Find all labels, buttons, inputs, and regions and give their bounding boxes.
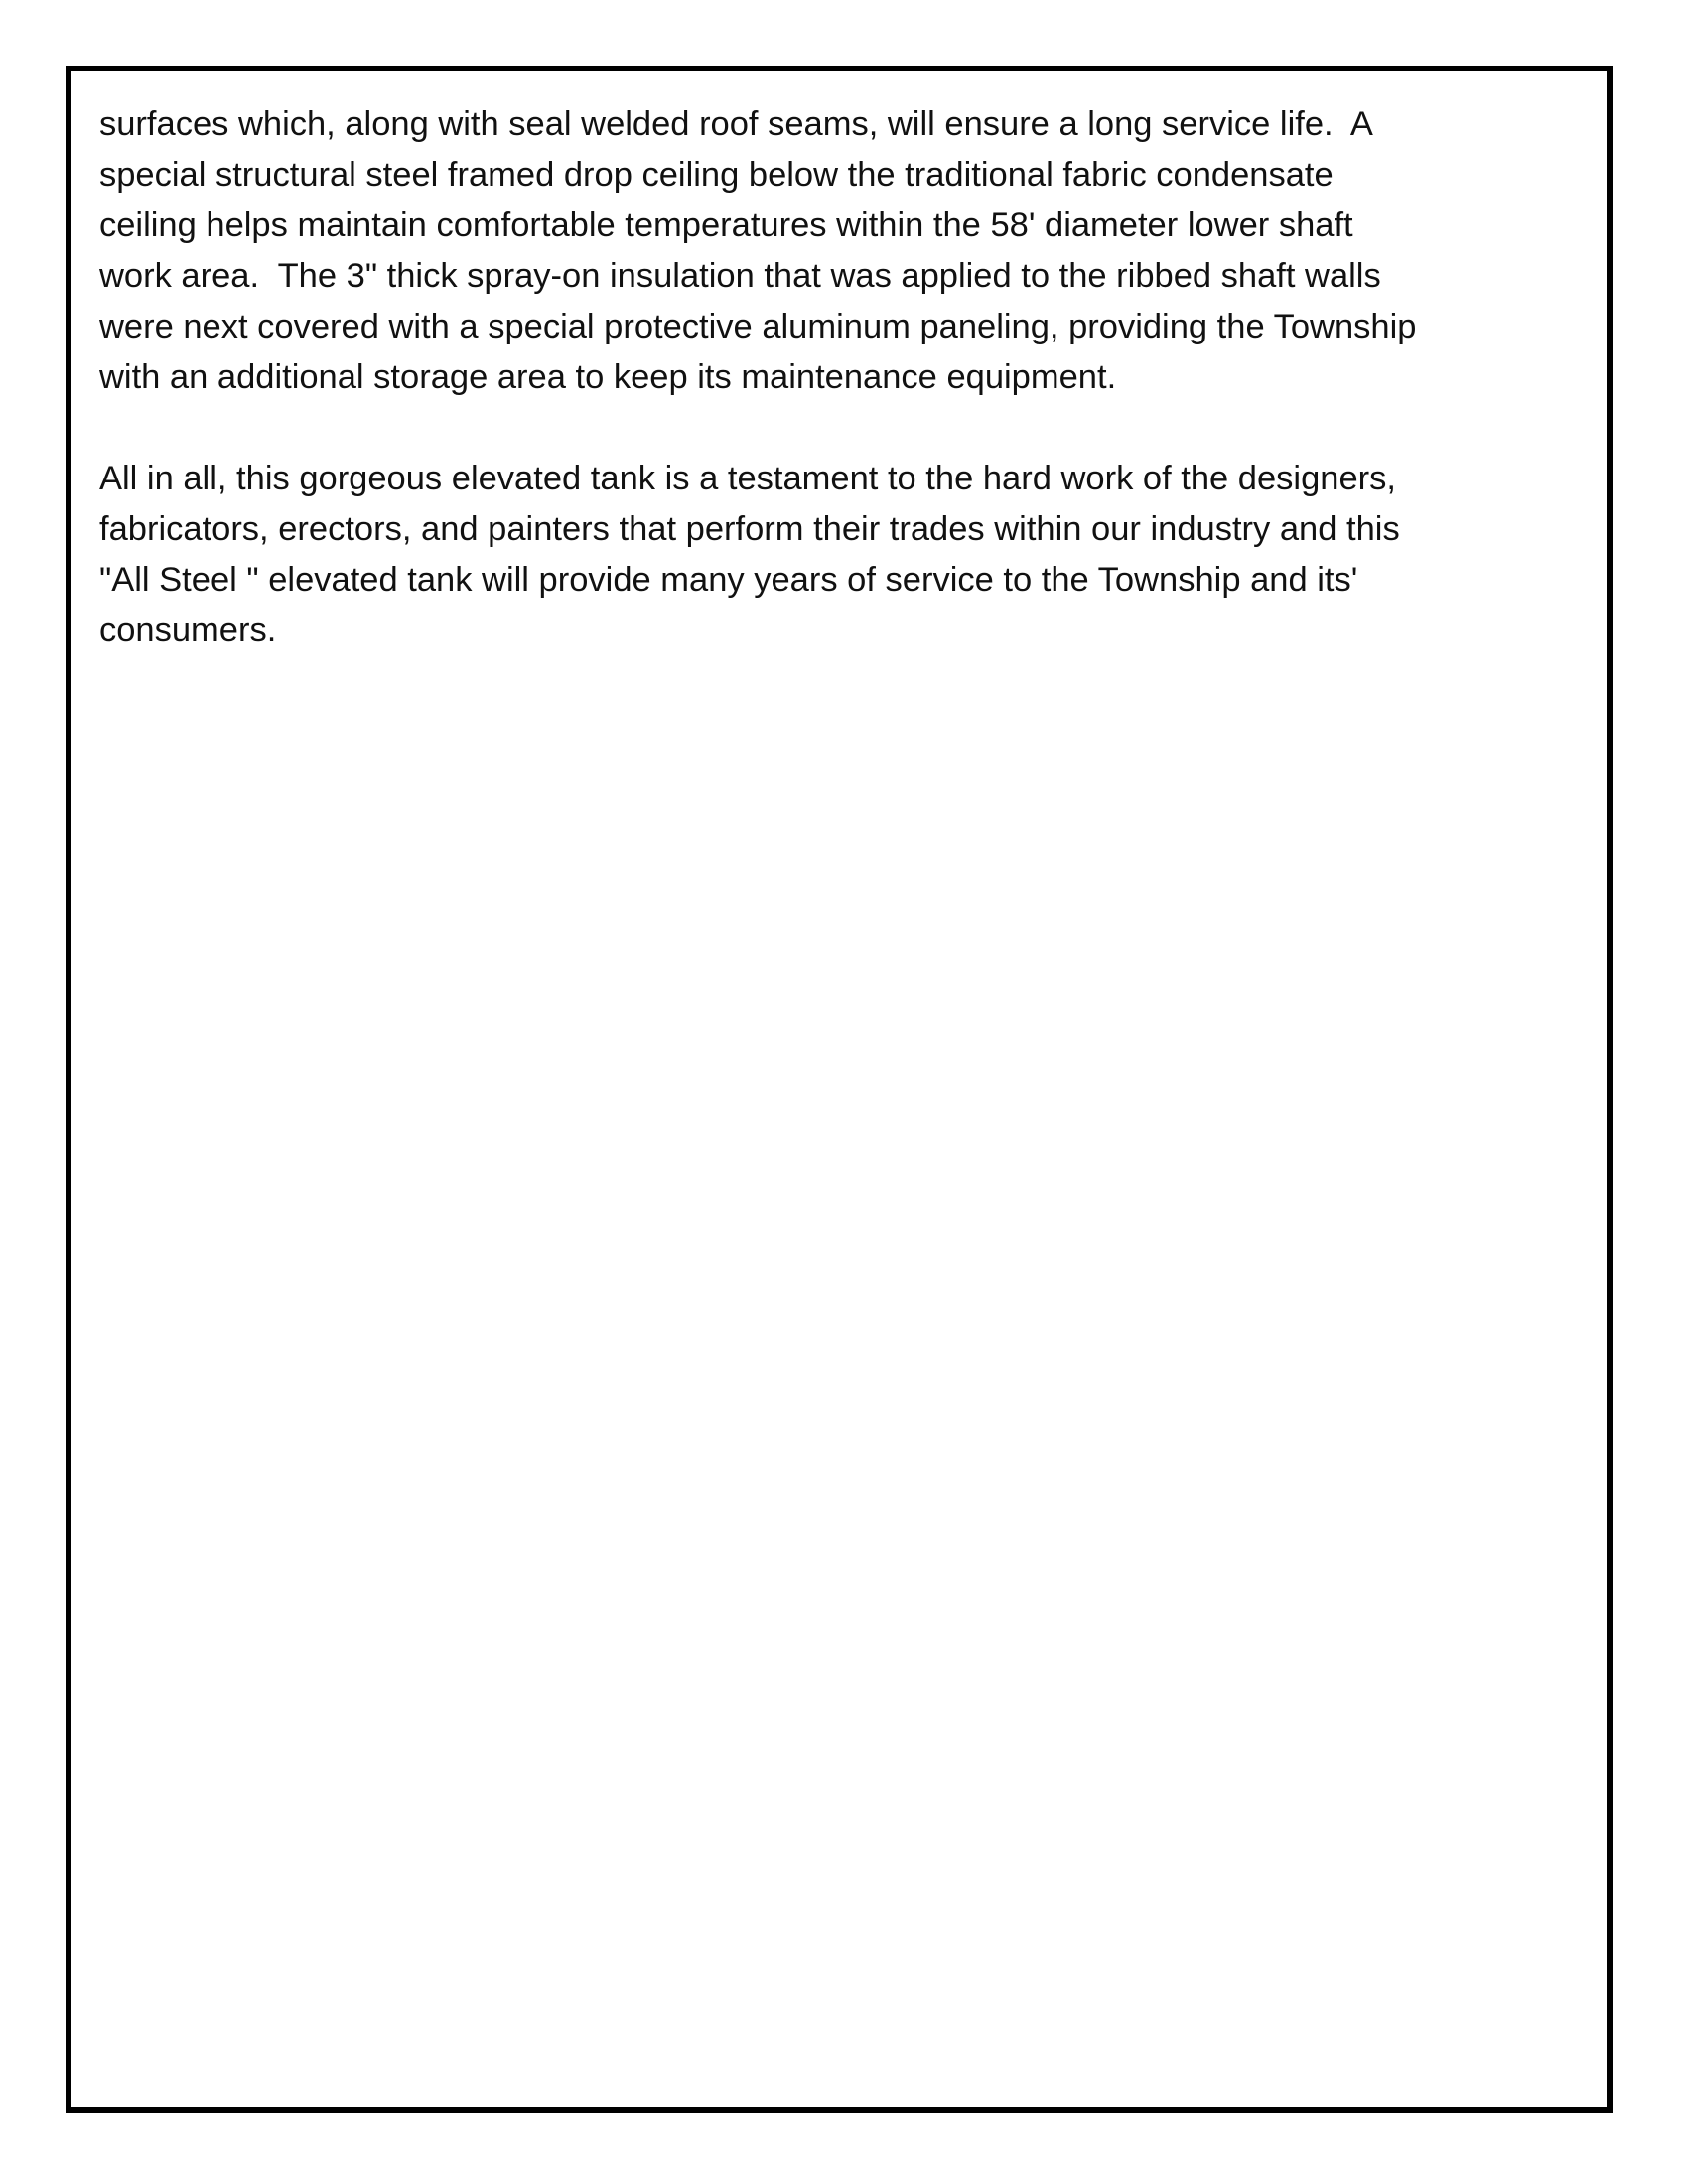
paragraph-2	[99, 454, 1589, 656]
paragraph-line: with an additional storage area to keep its maintenance equipment.	[99, 358, 1117, 396]
paragraph-line: fabricators, erectors, and painters that perform their trades within our industry and this	[99, 510, 1400, 548]
paragraph-line: work area. The 3" thick spray-on insulation that was applied to the ribbed shaft walls	[99, 257, 1381, 295]
paragraph-line: ceiling helps maintain comfortable temperatures within the 58' diameter lower shaft	[99, 206, 1353, 244]
paragraph-line: All in all, this gorgeous elevated tank is a testament to the hard work of the designers,	[99, 460, 1396, 497]
paragraph-spacer	[99, 403, 1589, 454]
paragraph-1	[99, 99, 1589, 403]
paragraph-line: surfaces which, along with seal welded roof seams, will ensure a long service life. A	[99, 105, 1373, 143]
paragraph-line: "All Steel " elevated tank will provide many years of service to the Township and its'	[99, 561, 1358, 599]
paragraph-line: were next covered with a special protective aluminum paneling, providing the Township	[99, 308, 1417, 345]
paragraph-line: special structural steel framed drop ceiling below the traditional fabric condensate	[99, 156, 1334, 194]
document-body	[99, 99, 1589, 656]
paragraph-line: consumers.	[99, 612, 277, 649]
